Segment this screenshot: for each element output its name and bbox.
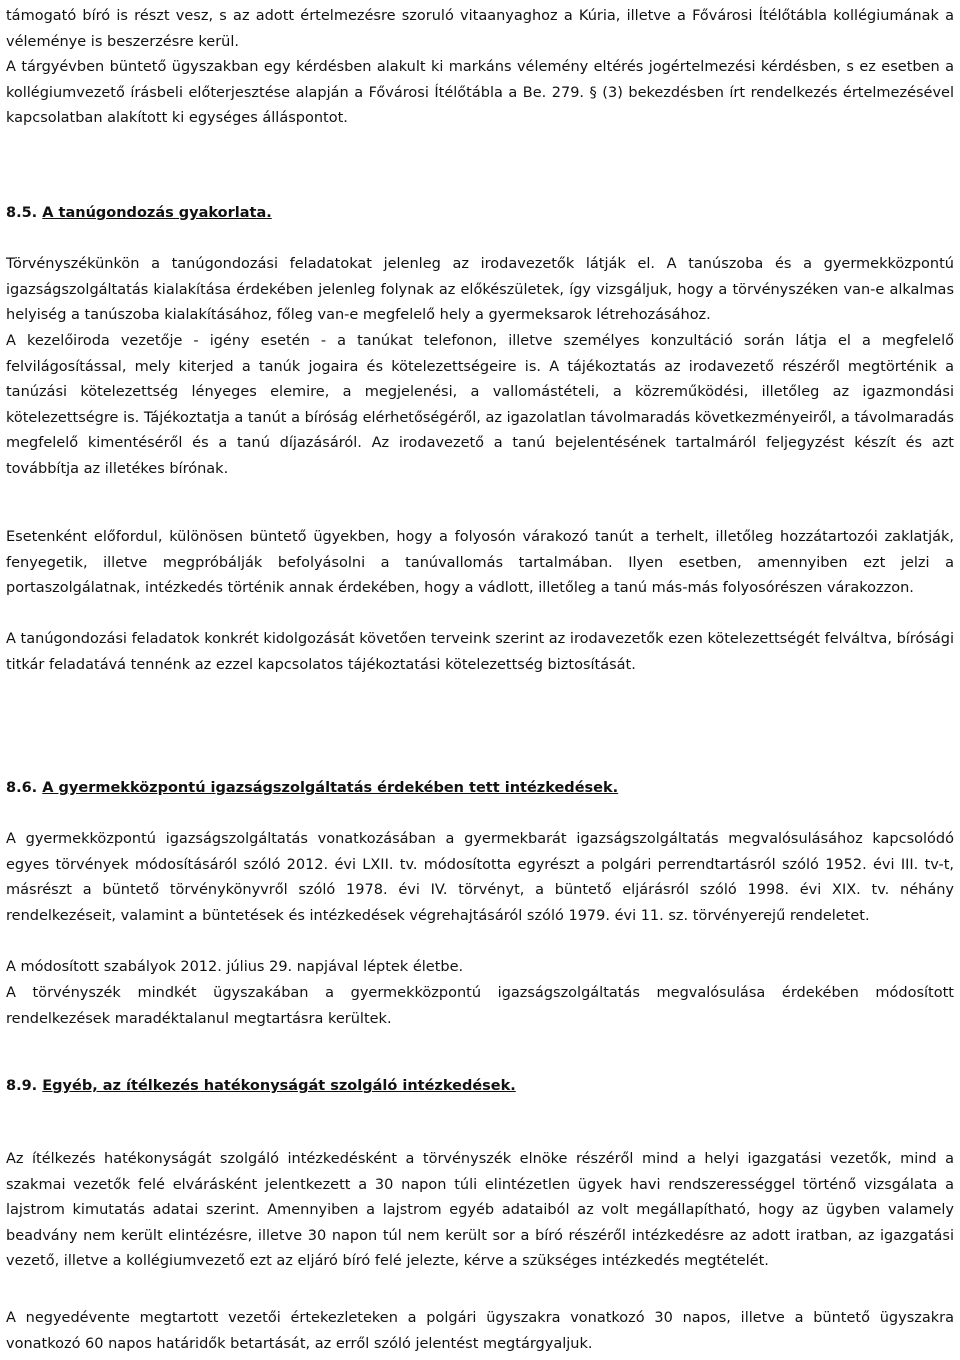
paragraph-quarterly-meetings: A negyedévente megtartott vezetői értekezleteken a polgári ügyszakra vonatkozó 30 napos, illetve a büntető ügyszakra vonatkozó 60 napos határidők betartását, az erről szóló jelentést megtárgyaljuk. xyxy=(6,1310,954,1352)
heading-title: Egyéb, az ítélkezés hatékonyságát szolgáló intézkedések. xyxy=(42,1078,516,1094)
heading-number: 8.9. xyxy=(6,1078,38,1094)
heading-8-6 xyxy=(6,776,618,801)
paragraph-effective-date: A módosított szabályok 2012. július 29. napjával léptek életbe. xyxy=(6,959,464,975)
heading-number: 8.6. xyxy=(6,780,38,796)
heading-8-9 xyxy=(6,1074,516,1099)
paragraph-compliance: A törvényszék mindkét ügyszakában a gyermekközpontú igazságszolgáltatás megvalósulása érdekében módosított rendelkezések maradéktalanul megtartásra kerültek. xyxy=(6,985,954,1027)
heading-8-5 xyxy=(6,201,272,226)
heading-title: A tanúgondozás gyakorlata. xyxy=(42,205,272,221)
paragraph-witness-care: Törvényszékünkön a tanúgondozási feladatokat jelenleg az irodavezetők látják el. A tanúszoba és a gyermekközpontú igazságszolgáltatás kialakítása érdekében jelenleg folynak az előkészületek, így vizsgáljuk, hogy a törvényszéken van-e alkalmas helyiség a tanúszoba kialakításához, főleg van-e megfelelő hely a gyermeksarok létrehozásához. xyxy=(6,256,954,323)
heading-title: A gyermekközpontú igazságszolgáltatás érdekében tett intézkedések. xyxy=(42,780,619,796)
paragraph-harassment: Esetenként előfordul, különösen büntető ügyekben, hogy a folyosón várakozó tanút a terhelt, illetőleg hozzátartozói zaklatják, fenyegetik, illetve megpróbálják befolyásolni a tanúvallomás tartalmában. Ilyen esetben, amennyiben ezt jelzi a portaszolgálatnak, intézkedés történik annak érdekében, hogy a vádlott, illetőleg a tanú más-más folyosórészen várakozzon. xyxy=(6,529,954,596)
paragraph-collegium-opinion: támogató bíró is részt vesz, s az adott értelmezésre szoruló vitaanyaghoz a Kúria, illetve a Fővárosi Ítélőtábla kollégiumának a véleménye is beszerzésre kerül. xyxy=(6,8,954,50)
paragraph-efficiency-measures: Az ítélkezés hatékonyságát szolgáló intézkedésként a törvényszék elnöke részéről mind a helyi igazgatási vezetők, mind a szakmai vezetők felé elvárásként jelentkezett a 30 napon túli elintézetlen ügyek havi rendszerességgel történő vizsgálata a lajstrom kimutatás adatai szerint. Amennyiben a lajstrom egyéb adataiból az volt megállapítható, hogy az ügyben valamely beadvány nem került elintézésre, illetve 30 napon túl nem került sor a bíró részéről intézkedésre az adott iratban, az igazgatási vezető, illetve a kollégiumvezető ezt az eljáró bíró felé jelezte, kérve a szükséges intézkedés megtételét. xyxy=(6,1151,954,1269)
paragraph-child-friendly-law: A gyermekközpontú igazságszolgáltatás vonatkozásában a gyermekbarát igazságszolgáltatás megvalósulásához kapcsolódó egyes törvények módosításáról szóló 2012. évi LXII. tv. módosította egyrészt a polgári perrendtartásról szóló 1952. évi III. tv-t, másrészt a büntető törvénykönyvről szóló 1978. évi IV. törvényt, a büntető eljárásról szóló 1998. évi XIX. tv. néhány rendelkezéseit, valamint a büntetések és intézkedések végrehajtásáról szóló 1979. évi 11. sz. törvényerejű rendeletet. xyxy=(6,831,954,924)
paragraph-office-head-info: A kezelőiroda vezetője - igény esetén - a tanúkat telefonon, illetve személyes konzultáció során látja el a megfelelő felvilágosítással, mely kiterjed a tanúk jogaira és kötelezettségeire is. A tájékoztatás az irodavezető részéről megtörténik a tanúzási kötelezettség lényeges elemire, a megjelenési, a vallomástételi, a közreműködési, illetőleg az igazmondási kötelezettségre is. Tájékoztatja a tanút a bíróság elérhetőségéről, az igazolatlan távolmaradás következményeiről, a távolmaradás megfelelő kimentéséről és a tanú díjazásáról. Az irodavezető a tanú bejelentésének tartalmáról feljegyzést készít és azt továbbítja az illetékes bírónak. xyxy=(6,333,954,477)
heading-number: 8.5. xyxy=(6,205,38,221)
paragraph-criminal-interpretation: A tárgyévben büntető ügyszakban egy kérdésben alakult ki markáns vélemény eltérés jogértelmezési kérdésben, s ez esetben a kollégiumvezető írásbeli előterjesztése alapján a Fővárosi Ítélőtábla a Be. 279. § (3) bekezdésben írt rendelkezés értelmezésével kapcsolatban alakított ki egységes álláspontot. xyxy=(6,59,954,126)
paragraph-future-plans: A tanúgondozási feladatok konkrét kidolgozását követően terveink szerint az irodavezetők ezen kötelezettségét felváltva, bírósági titkár feladatává tennénk az ezzel kapcsolatos tájékoztatási kötelezettség biztosítását. xyxy=(6,631,954,673)
